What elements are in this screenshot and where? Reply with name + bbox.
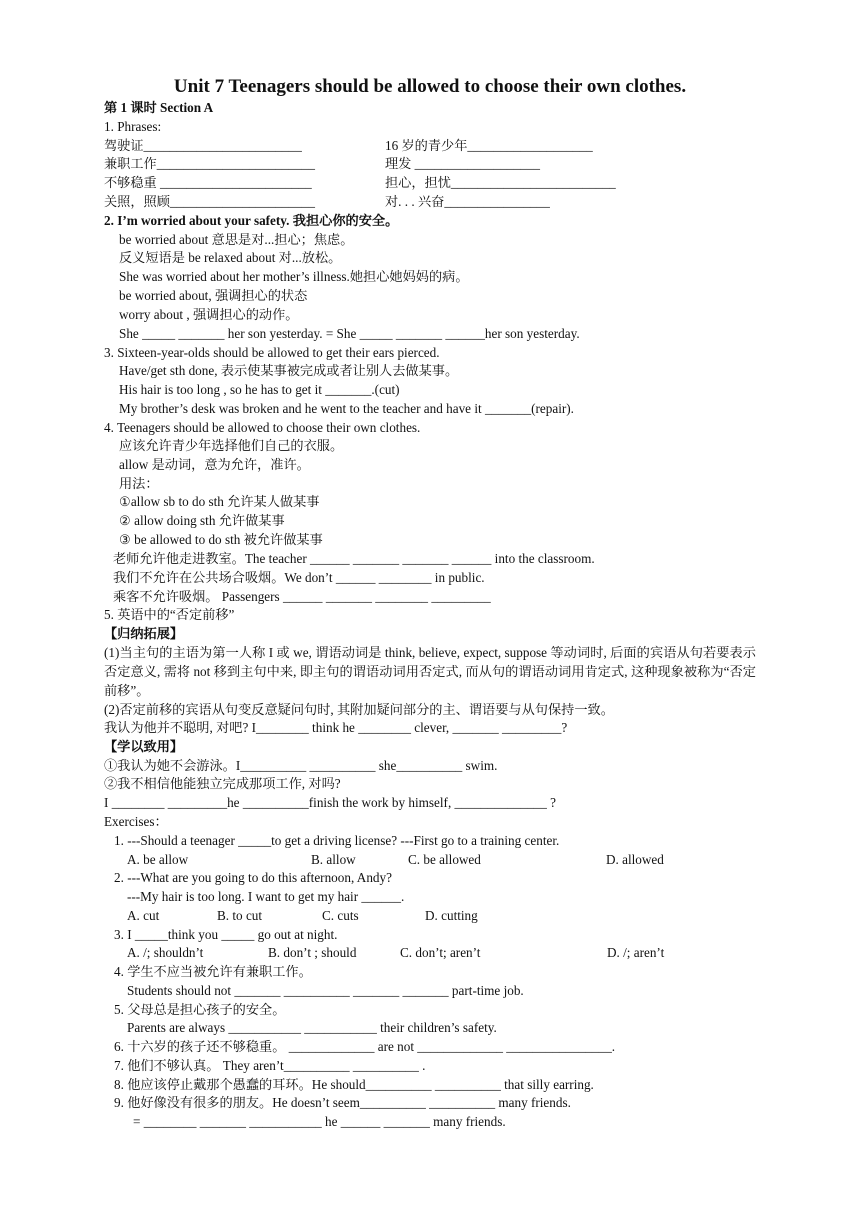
question-2: 2. ---What are you going to do this afternoon, Andy? (114, 870, 392, 885)
question-4: 4. 学生不应当被允许有兼职工作。 (114, 964, 312, 979)
prompt-line: ②我不相信他能独立完成那项工作, 对吗? (104, 776, 341, 791)
option-d: D. cutting (425, 908, 478, 923)
note-line: allow 是动词，意为允许，准许。 (119, 457, 310, 472)
question-8: 8. 他应该停止戴那个愚蠢的耳环。He should__________ __________ that silly earring. (114, 1077, 594, 1092)
note-line: be worried about 意思是对...担心；焦虑。 (119, 232, 354, 247)
note-line: 用法： (119, 476, 159, 491)
apply-label: 【学以致用】 (104, 739, 184, 754)
question-2-reply: ---My hair is too long. I want to get my hair ______. (127, 889, 405, 904)
phrase-item: 理发 ___________________ (385, 156, 540, 171)
grammar-paragraph: (2)否定前移的宾语从句变反意疑问句时, 其附加疑问部分的主、谓语要与从句保持一致。 (104, 702, 614, 717)
section-5-heading: 5. 英语中的“否定前移” (104, 607, 235, 622)
question-9: 9. 他好像没有很多的朋友。He doesn’t seem__________ __________ many friends. (114, 1095, 571, 1110)
fill-blank-line: ①我认为她不会游泳。I__________ __________ she__________ swim. (104, 758, 498, 773)
phrase-item: 对. . . 兴奋________________ (385, 194, 550, 209)
question-5: 5. 父母总是担心孩子的安全。 (114, 1002, 286, 1017)
phrase-item: 不够稳重 _______________________ (104, 175, 312, 190)
question-3: 3. I _____think you _____ go out at night. (114, 927, 338, 942)
note-line: She was worried about her mother’s illness.她担心她妈妈的病。 (119, 269, 469, 284)
note-line: Have/get sth done, 表示使某事被完成或者让别人去做某事。 (119, 363, 459, 378)
note-line: 反义短语是 be relaxed about 对...放松。 (119, 250, 342, 265)
fill-blank-line: Parents are always ___________ ___________ their children’s safety. (127, 1020, 497, 1035)
option-d: D. /; aren’t (607, 945, 665, 960)
option-b: B. allow (311, 852, 356, 867)
phrase-item: 驾驶证________________________ (104, 138, 302, 153)
phrase-item: 兼职工作________________________ (104, 156, 315, 171)
lesson-label: 第 1 课时 Section A (104, 100, 214, 115)
option-a: A. /; shouldn’t (127, 945, 204, 960)
note-line: 应该允许青少年选择他们自己的衣服。 (119, 438, 344, 453)
note-line: be worried about, 强调担心的状态 (119, 288, 308, 303)
question-6: 6. 十六岁的孩子还不够稳重。 _____________ are not _____________ ________________. (114, 1039, 616, 1054)
section-2-heading: 2. I’m worried about your safety. 我担心你的安全。 (104, 213, 399, 228)
fill-blank-line: Students should not _______ __________ _______ _______ part-time job. (127, 983, 524, 998)
phrases-heading: 1. Phrases: (104, 119, 162, 134)
fill-blank-line: 乘客不允许吸烟。 Passengers ______ _______ ________ _________ (113, 589, 491, 604)
option-c: C. cuts (322, 908, 359, 923)
fill-blank-line: His hair is too long , so he has to get it _______.(cut) (119, 382, 400, 397)
option-b: B. to cut (217, 908, 263, 923)
summary-label: 【归纳拓展】 (104, 626, 184, 641)
question-7: 7. 他们不够认真。 They aren’t__________ __________ . (114, 1058, 426, 1073)
fill-blank-line: I ________ _________he __________finish the work by himself, ______________ ? (104, 795, 557, 810)
fill-blank-line: 我认为他并不聪明, 对吧? I________ think he ________ clever, _______ _________? (104, 720, 568, 735)
phrase-item: 16 岁的青少年___________________ (385, 138, 593, 153)
usage-item: ①allow sb to do sth 允许某人做某事 (119, 494, 320, 509)
option-a: A. be allow (127, 852, 189, 867)
option-c: C. don’t; aren’t (400, 945, 481, 960)
option-b: B. don’t ; should (268, 945, 357, 960)
grammar-paragraph: (1)当主句的主语为第一人称 I 或 we, 谓语动词是 think, believe, expect, suppose 等动词时, 后面的宾语从句若要表示否定意义, 需将 not 移到主句中来, 即主句的谓语动词用否定式, 而从句的谓语动词用肯定式, 这种现象被称为“否定前移”。 (104, 645, 756, 698)
note-line: worry about , 强调担心的动作。 (119, 307, 299, 322)
phrase-item: 担心，担忧_________________________ (385, 175, 616, 190)
fill-blank-line: My brother’s desk was broken and he went to the teacher and have it _______(repair). (119, 401, 574, 416)
page-title: Unit 7 Teenagers should be allowed to choose their own clothes. (173, 76, 687, 97)
section-3-heading: 3. Sixteen-year-olds should be allowed to get their ears pierced. (104, 345, 440, 360)
fill-blank-line: 我们不允许在公共场合吸烟。We don’t ______ ________ in public. (113, 570, 485, 585)
exercises-label: Exercises： (104, 814, 168, 829)
option-d: D. allowed (606, 852, 664, 867)
usage-item: ③ be allowed to do sth 被允许做某事 (119, 532, 323, 547)
fill-blank-line: = ________ _______ ___________ he ______ _______ many friends. (133, 1114, 506, 1129)
fill-blank-line: 老师允许他走进教室。The teacher ______ _______ _______ ______ into the classroom. (113, 551, 595, 566)
option-c: C. be allowed (408, 852, 481, 867)
phrase-item: 关照，照顾______________________ (104, 194, 315, 209)
option-a: A. cut (127, 908, 160, 923)
fill-blank-line: She _____ _______ her son yesterday. = She _____ _______ ______her son yesterday. (119, 326, 580, 341)
question-1: 1. ---Should a teenager _____to get a driving license? ---First go to a training center. (114, 833, 560, 848)
usage-item: ② allow doing sth 允许做某事 (119, 513, 285, 528)
section-4-heading: 4. Teenagers should be allowed to choose their own clothes. (104, 420, 421, 435)
